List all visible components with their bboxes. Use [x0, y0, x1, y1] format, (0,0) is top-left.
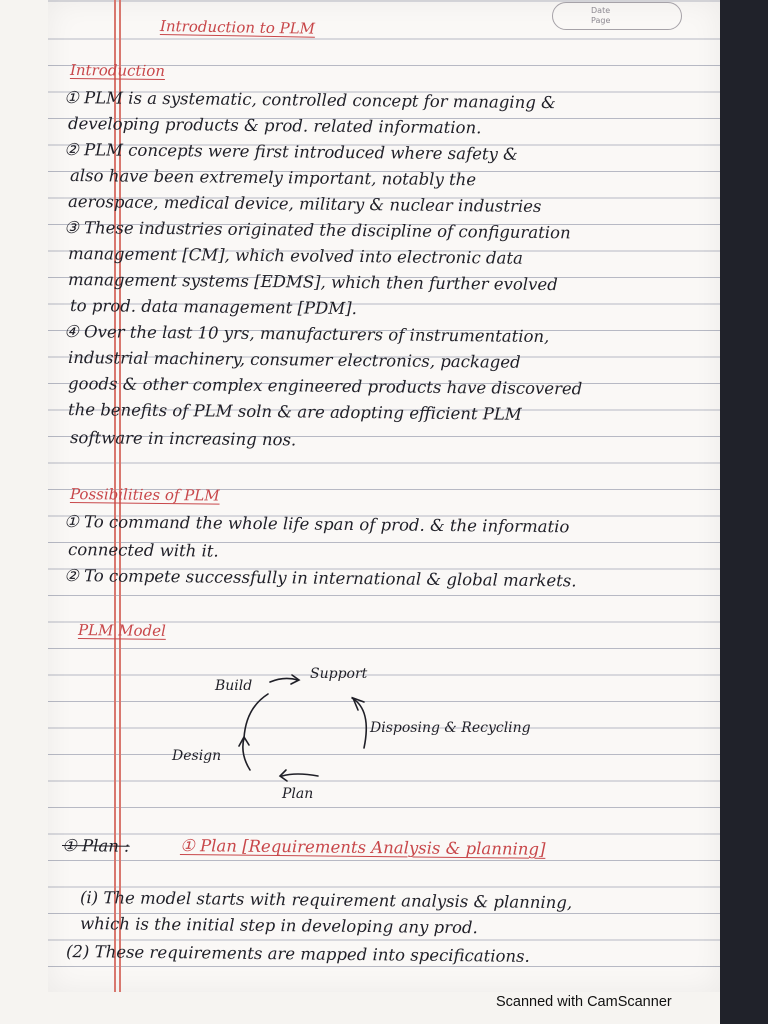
intro-line: the benefits of PLM soln & are adopting efficient PLM: [67, 400, 522, 424]
possibility-line: ② To compete successfully in international & global markets.: [63, 566, 577, 591]
date-label: Date: [591, 6, 611, 15]
plan-line: (2) These requirements are mapped into specifications.: [65, 942, 530, 966]
intro-line: software in increasing nos.: [69, 428, 297, 450]
intro-line: to prod. data management [PDM].: [69, 296, 357, 319]
diagram-label-support: Support: [310, 666, 368, 682]
intro-line: ① PLM is a systematic, controlled concept for managing &: [63, 88, 556, 113]
arc-build-design: [244, 694, 268, 738]
arc-support-disposing: [352, 698, 366, 748]
possibility-line: ① To command the whole life span of prod. & the informatio: [63, 512, 570, 537]
possibility-line: connected with it.: [67, 540, 219, 561]
page-edge-shadow: [720, 0, 768, 1024]
diagram-label-disposing: Disposing & Recycling: [370, 720, 531, 736]
page-title: Introduction to PLM: [159, 17, 316, 38]
intro-line: developing products & prod. related information.: [67, 114, 482, 138]
arrow-build-to-support: [270, 678, 298, 682]
camscanner-watermark: Scanned with CamScanner: [496, 994, 672, 1010]
intro-line: management [CM], which evolved into electronic data: [67, 244, 523, 268]
plan-heading-struck: ① Plan :: [61, 836, 130, 856]
plan-line: (i) The model starts with requirement analysis & planning,: [79, 888, 573, 913]
diagram-label-plan: Plan: [282, 786, 314, 802]
diagram-label-design: Design: [172, 748, 222, 764]
intro-line: goods & other complex engineered products have discovered: [67, 374, 583, 399]
plm-model-diagram: [160, 650, 620, 820]
arrow-plan: [282, 774, 318, 776]
intro-line: aerospace, medical device, military & nuclear industries: [67, 192, 542, 216]
plan-line: which is the initial step in developing any prod.: [79, 914, 478, 938]
intro-line: ② PLM concepts were first introduced where safety &: [63, 140, 518, 164]
arrow-design-to-build: [243, 738, 250, 770]
plm-model-heading: PLM Model: [77, 621, 166, 640]
intro-line: also have been extremely important, notably the: [69, 166, 477, 190]
page-label: Page: [591, 16, 611, 25]
diagram-label-build: Build: [215, 678, 253, 694]
possibilities-heading: Possibilities of PLM: [69, 485, 220, 505]
intro-line: management systems [EDMS], which then further evolved: [67, 270, 558, 295]
intro-line: industrial machinery, consumer electronics, packaged: [67, 348, 521, 372]
introduction-heading: Introduction: [69, 61, 166, 80]
intro-line: ④ Over the last 10 yrs, manufacturers of instrumentation,: [63, 322, 550, 347]
date-page-box: [552, 2, 682, 30]
plan-heading: ① Plan [Requirements Analysis & planning]: [179, 836, 546, 859]
intro-line: ③ These industries originated the discipline of configuration: [63, 218, 571, 243]
